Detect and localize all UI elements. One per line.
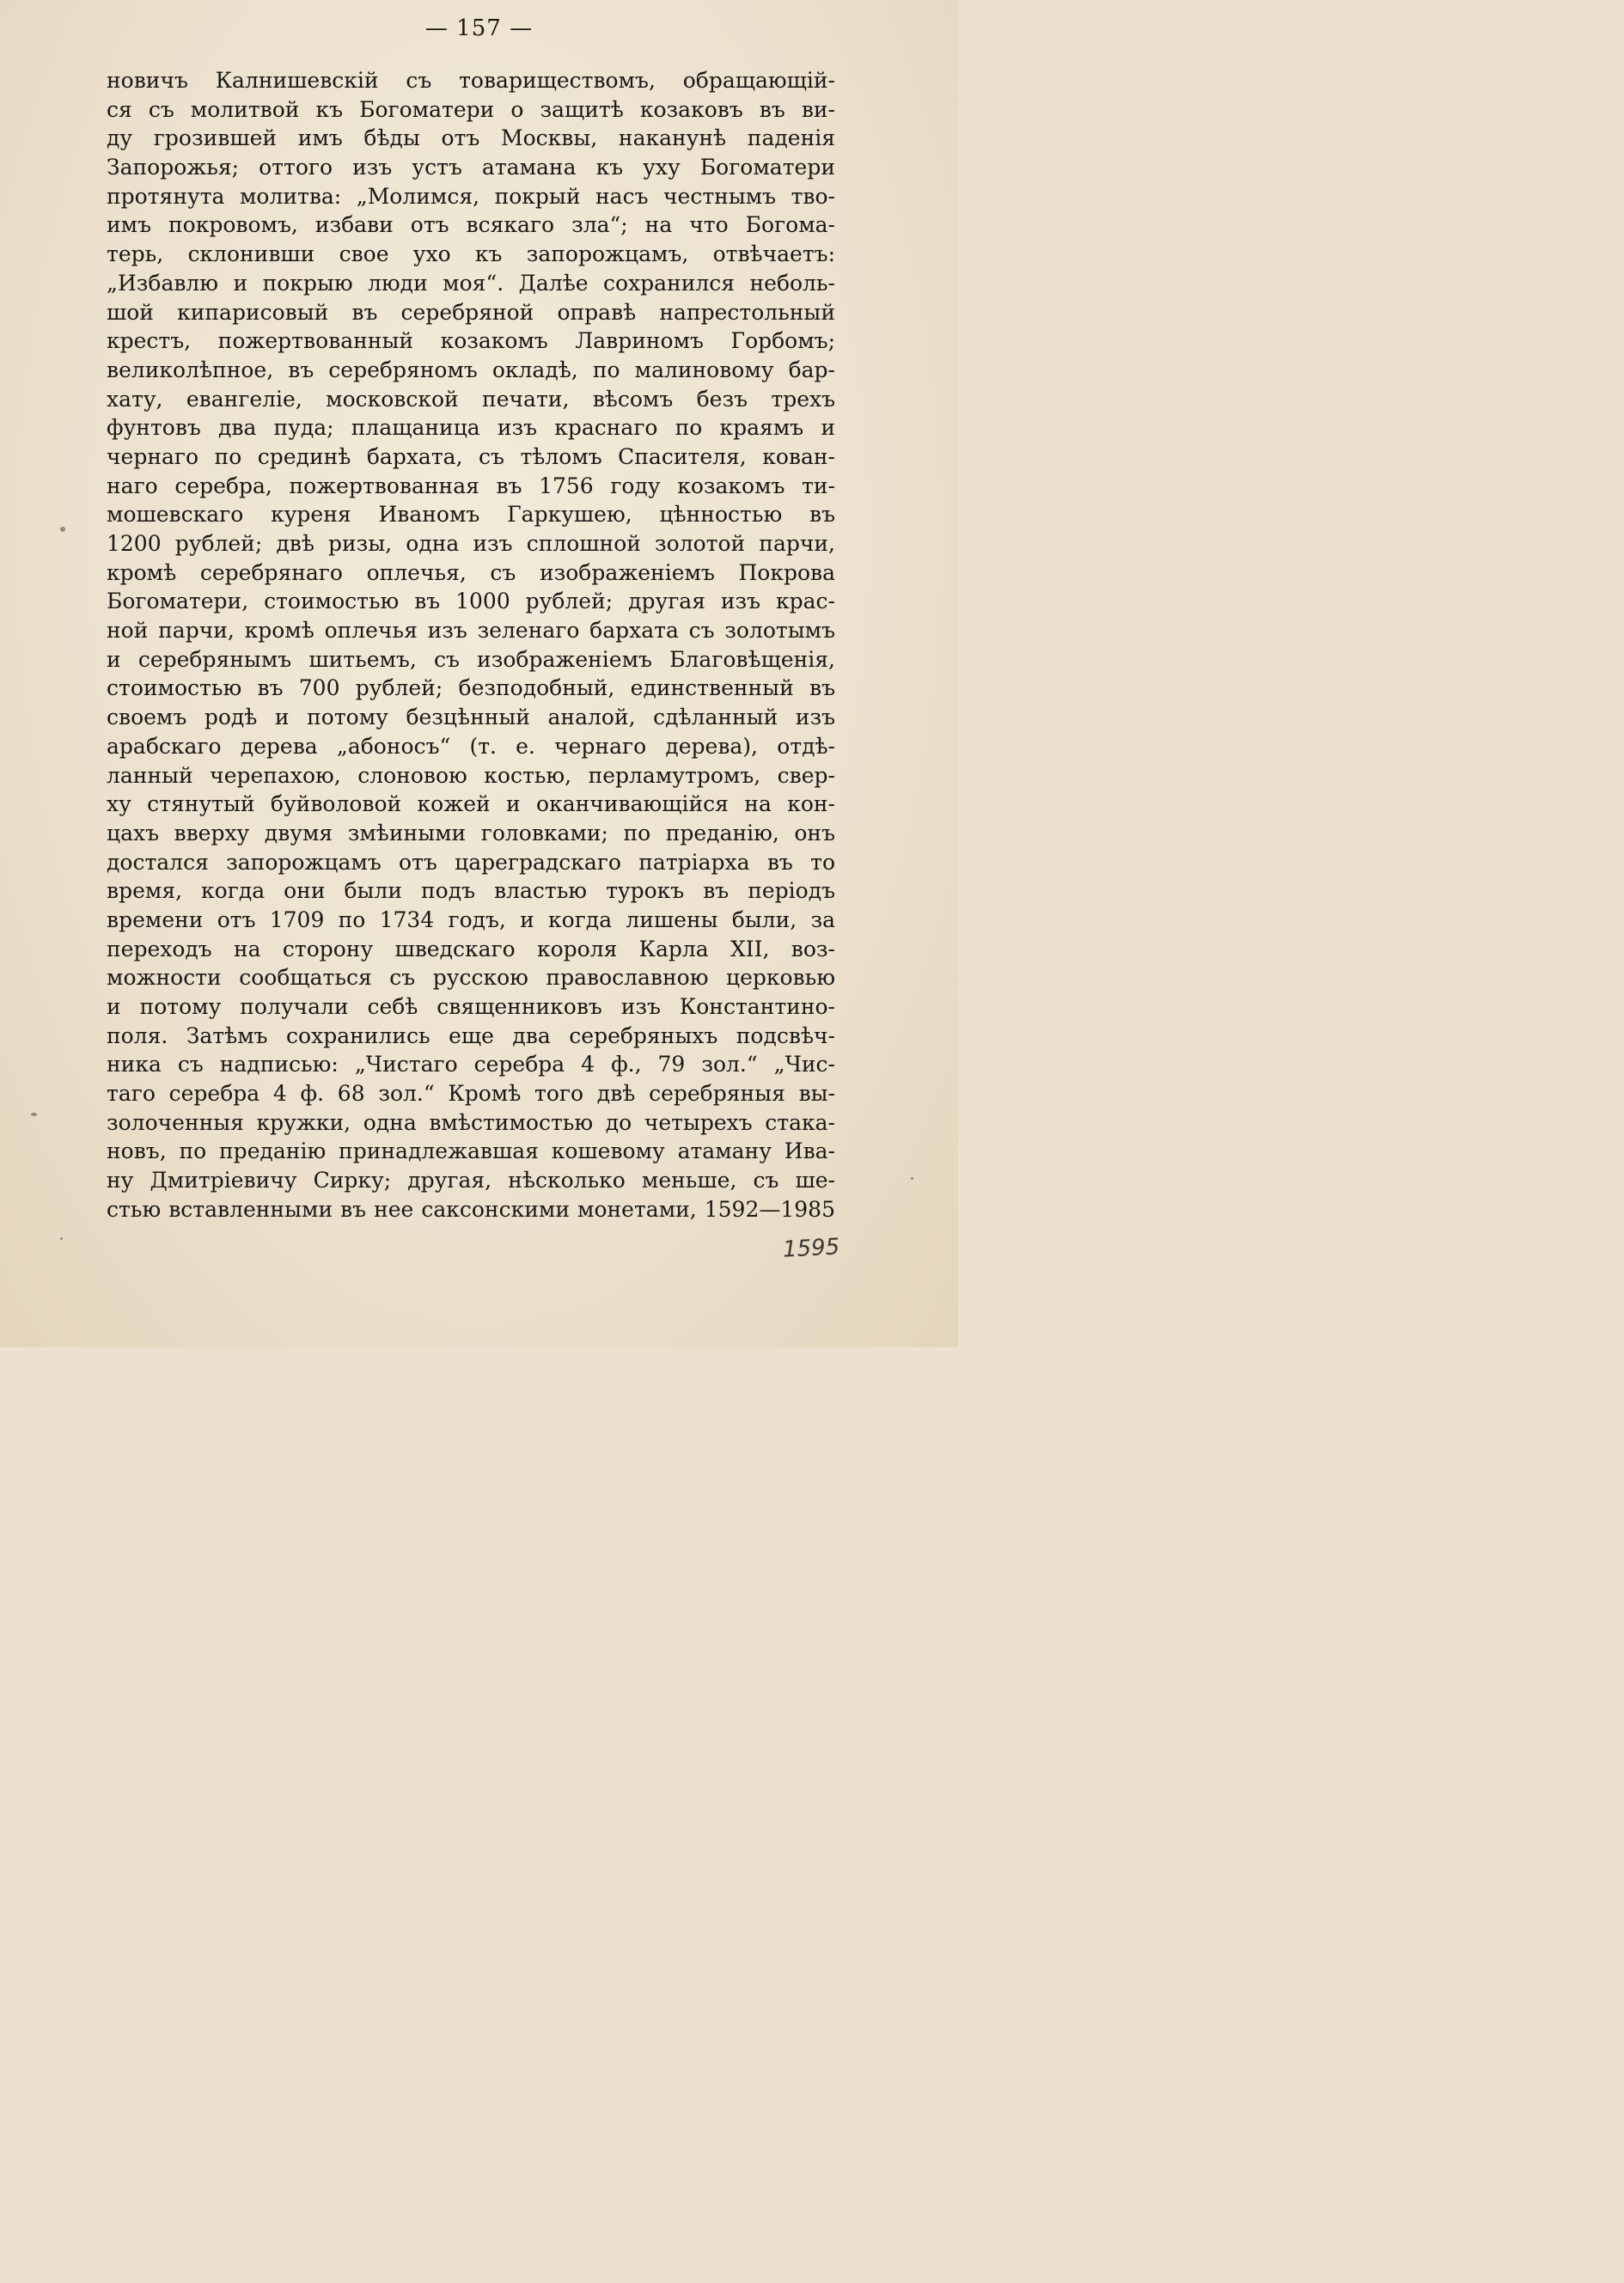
paper-speck	[31, 1113, 37, 1116]
text-line: своемъ родѣ и потому безцѣнный аналой, сдѣланный изъ	[107, 705, 835, 730]
text-line: крестъ, пожертвованный козакомъ Лавриномъ Горбомъ;	[107, 328, 835, 354]
text-line: новичъ Калнишевскій съ товариществомъ, обращающій-	[107, 68, 835, 93]
text-line: Запорожья; оттого изъ устъ атамана къ уху Богоматери	[107, 155, 835, 180]
text-line: время, когда они были подъ властью турокъ въ періодъ	[107, 878, 835, 904]
text-line: фунтовъ два пуда; плащаница изъ краснаго по краямъ и	[107, 415, 835, 441]
paper-speck	[60, 527, 65, 532]
text-line: времени отъ 1709 по 1734 годъ, и когда лишены были, за	[107, 906, 835, 932]
text-line: стоимостью въ 700 рублей; безподобный, единственный въ	[107, 675, 835, 701]
body-text	[107, 66, 835, 1224]
text-line: ся съ молитвой къ Богоматери о защитѣ козаковъ въ ви-	[107, 96, 835, 122]
text-line: арабскаго дерева „абоносъ“ (т. е. чернаго дерева), отдѣ-	[107, 733, 835, 759]
text-line: терь, склонивши свое ухо къ запорожцамъ, отвѣчаетъ:	[107, 241, 835, 267]
text-line: ну Дмитріевичу Сирку; другая, нѣсколько меньше, съ ше-	[107, 1168, 835, 1193]
text-line: мошевскаго куреня Иваномъ Гаркушею, цѣнностью въ	[107, 502, 835, 528]
text-line: поля. Затѣмъ сохранились еще два серебряныхъ подсвѣч-	[107, 1022, 835, 1048]
text-line: кромѣ серебрянаго оплечья, съ изображеніемъ Покрова	[107, 559, 835, 585]
text-line: ланный черепахою, слоновою костью, перламутромъ, свер-	[107, 762, 835, 788]
text-line: и серебрянымъ шитьемъ, съ изображеніемъ Благовѣщенія,	[107, 646, 835, 672]
text-line: протянута молитва: „Молимся, покрый насъ честнымъ тво-	[107, 183, 835, 209]
text-line: ду грозившей имъ бѣды отъ Москвы, наканунѣ паденія	[107, 125, 835, 151]
handwritten-note: 1595	[782, 1234, 840, 1263]
text-line: хату, евангеліе, московской печати, вѣсомъ безъ трехъ	[107, 386, 835, 412]
text-line: золоченныя кружки, одна вмѣстимостью до четырехъ стака-	[107, 1109, 835, 1135]
text-line: ху стянутый буйволовой кожей и оканчивающійся на кон-	[107, 791, 835, 817]
text-line: стью вставленными въ нее саксонскими монетами, 1592—1985	[107, 1196, 835, 1222]
text-line: великолѣпное, въ серебряномъ окладѣ, по малиновому бар-	[107, 357, 835, 382]
text-line: новъ, по преданію принадлежавшая кошевому атаману Ива-	[107, 1138, 835, 1164]
paper-speck	[60, 1237, 63, 1240]
text-line: ника съ надписью: „Чистаго серебра 4 ф., 79 зол.“ „Чис-	[107, 1052, 835, 1077]
text-line: таго серебра 4 ф. 68 зол.“ Кромѣ того двѣ серебряныя вы-	[107, 1081, 835, 1107]
text-line: ной парчи, кромѣ оплечья изъ зеленаго бархата съ золотымъ	[107, 618, 835, 644]
text-line: цахъ вверху двумя змѣиными головками; по преданію, онъ	[107, 820, 835, 845]
text-line: достался запорожцамъ отъ цареградскаго патріарха въ то	[107, 849, 835, 875]
text-line: переходъ на сторону шведскаго короля Карла XII, воз-	[107, 936, 835, 961]
text-line: можности сообщаться съ русскою православною церковью	[107, 965, 835, 991]
page	[0, 0, 958, 1347]
text-line: имъ покровомъ, избави отъ всякаго зла“; на что Богома-	[107, 212, 835, 238]
text-line: и потому получали себѣ священниковъ изъ Константино-	[107, 994, 835, 1019]
text-line: чернаго по срединѣ бархата, съ тѣломъ Спасителя, кован-	[107, 443, 835, 469]
text-line: Богоматери, стоимостью въ 1000 рублей; другая изъ крас-	[107, 589, 835, 614]
paper-speck	[911, 1177, 913, 1180]
page-number: — 157 —	[424, 15, 534, 41]
text-line: 1200 рублей; двѣ ризы, одна изъ сплошной золотой парчи,	[107, 531, 835, 556]
text-line: „Избавлю и покрыю люди моя“. Далѣе сохранился неболь-	[107, 270, 835, 296]
text-line: наго серебра, пожертвованная въ 1756 году козакомъ ти-	[107, 473, 835, 498]
text-line: шой кипарисовый въ серебряной оправѣ напрестольный	[107, 299, 835, 325]
